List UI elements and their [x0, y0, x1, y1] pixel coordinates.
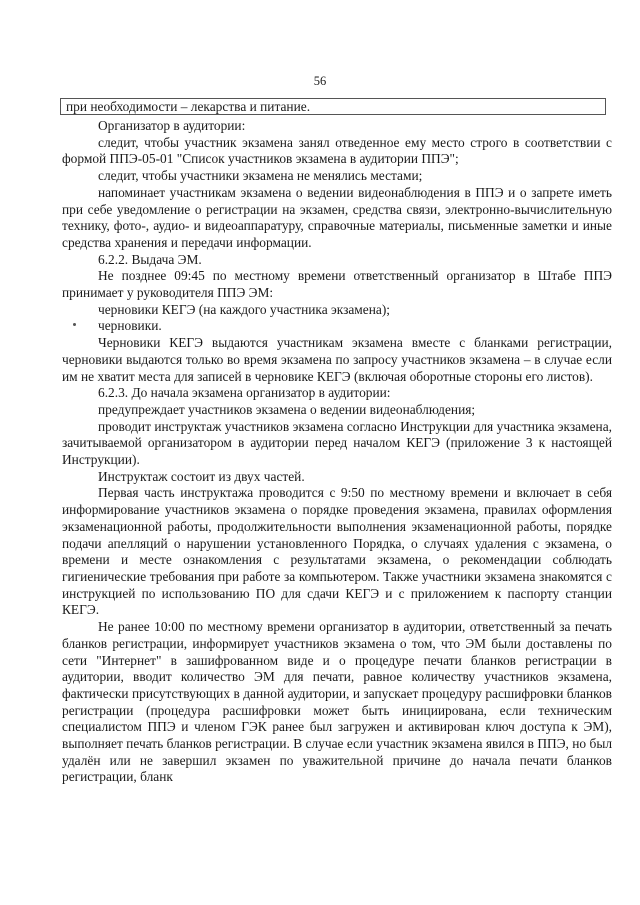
boxed-line-text: при необходимости – лекарства и питание. — [66, 99, 311, 114]
page-number: 56 — [313, 74, 327, 88]
document-body — [62, 118, 612, 786]
boxed-text-line — [60, 98, 606, 115]
paragraph: следит, чтобы участники экзамена не менялись местами; — [98, 168, 423, 184]
paragraph: проводит инструктаж участников экзамена согласно Инструкции для участника экзамена, зачитываемой организатором в аудитории перед началом КЕГЭ (приложение 3 к настоящей Инструкции). — [62, 418, 612, 468]
paragraph: Первая часть инструктажа проводится с 9:50 по местному времени и включает в себя информирование участников экзамена о порядке проведения экзамена, правилах оформления экзаменационной работы, продолжительности выполнения экзаменационной работы, порядке подачи апелляций о нарушении установленного Порядка, о случаях удаления с экзамена, о времени и месте ознакомления с результатами экзамена, о рекомендации соблюдать гигиенические требования при работе за компьютером. Также участники экзамена знакомятся с инструкцией по использованию ПО для сдачи КЕГЭ и с приложением к паспорту станции КЕГЭ. — [62, 485, 612, 618]
paragraph: черновики. — [98, 318, 162, 334]
paragraph: предупреждает участников экзамена о ведении видеонаблюдения; — [98, 401, 476, 417]
paragraph: Инструктаж состоит из двух частей. — [98, 468, 305, 484]
section-heading: 6.2.3. До начала экзамена организатор в аудитории: — [98, 385, 391, 401]
paragraph: следит, чтобы участник экзамена занял отведенное ему место строго в соответствии с формой ППЭ-05-01 "Список участников экзамена в аудитории ППЭ"; — [62, 134, 612, 167]
paragraph: Организатор в аудитории: — [98, 118, 246, 133]
paragraph: напоминает участникам экзамена о ведении видеонаблюдения в ППЭ и о запрете иметь при себе уведомление о регистрации на экзамен, средства связи, электронно-вычислительную технику, фото-, аудио- и видеоаппаратуру, справочные материалы, письменные заметки и иные средства хранения и передачи информации. — [62, 184, 612, 250]
paragraph: Не ранее 10:00 по местному времени организатор в аудитории, ответственный за печать бланков регистрации, информирует участников экзамена о том, что ЭМ были доставлены по сети "Интернет" в зашифрованном виде и о процедуре печати бланков регистрации в аудитории, вводит количество ЭМ для печати, равное количеству участников экзамена, фактически присутствующих в данной аудитории, и запускает процедуру расшифровки бланков регистрации (процедура расшифровки может быть инициирована, если техническим специалистом ППЭ и членом ГЭК ранее был загружен и активирован ключ доступа к ЭМ), выполняет печать бланков регистрации. В случае если участник экзамена явился в ППЭ, но был удалён или не завершил экзамен по уважительной причине до начала печати бланков регистрации, бланк — [62, 619, 612, 785]
paragraph: черновики КЕГЭ (на каждого участника экзамена); — [98, 301, 391, 317]
section-heading: 6.2.2. Выдача ЭМ. — [98, 251, 202, 267]
paragraph: Не позднее 09:45 по местному времени ответственный организатор в Штабе ППЭ принимает у руководителя ППЭ ЭМ: — [62, 268, 612, 301]
paragraph: Черновики КЕГЭ выдаются участникам экзамена вместе с бланками регистрации, черновики выдаются только во время экзамена по запросу участников экзамена – в случае если им не хватит места для записей в черновике КЕГЭ (включая оборотные стороны его листов). — [62, 335, 612, 384]
